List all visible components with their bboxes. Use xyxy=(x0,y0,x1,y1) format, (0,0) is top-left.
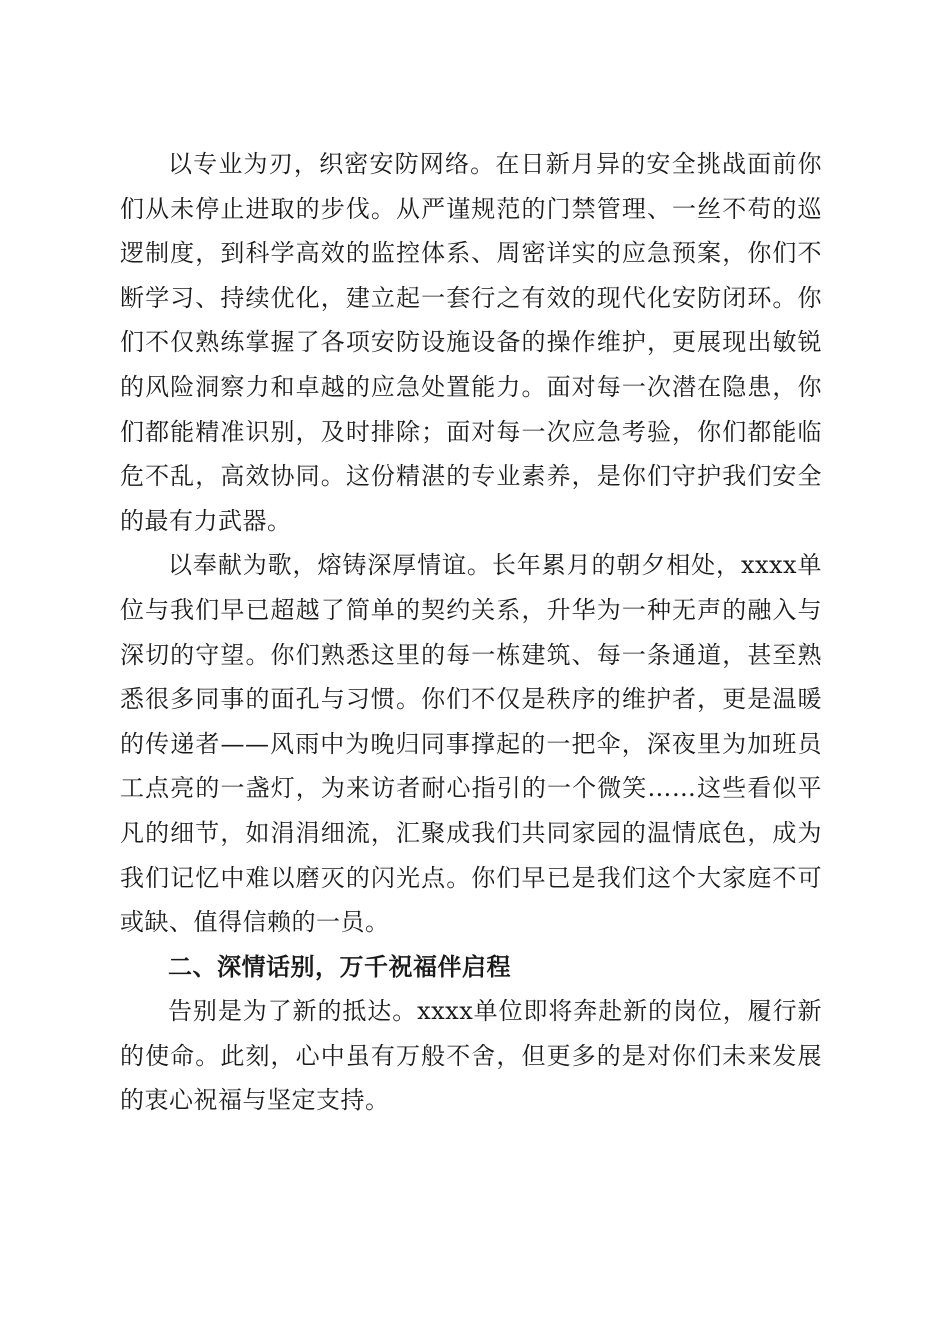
paragraph-professionalism: 以专业为刃，织密安防网络。在日新月异的安全挑战面前你们从未停止进取的步伐。从严谨规范的门禁管理、一丝不苟的巡逻制度，到科学高效的监控体系、周密详实的应急预案，你们不断学习、持续优化，建立起一套行之有效的现代化安防闭环。你们不仅熟练掌握了各项安防设施设备的操作维护，更展现出敏锐的风险洞察力和卓越的应急处置能力。面对每一次潜在隐患，你们都能精准识别，及时排除；面对每一次应急考验，你们都能临危不乱，高效协同。这份精湛的专业素养，是你们守护我们安全的最有力武器。 xyxy=(120,150,822,535)
paragraph-farewell: 告别是为了新的抵达。xxxx单位即将奔赴新的岗位，履行新的使命。此刻，心中虽有万般不舍，但更多的是对你们未来发展的衷心祝福与坚定支持。 xyxy=(120,997,822,1115)
section-heading-farewell: 二、深情话别，万千祝福伴启程 xyxy=(168,952,511,981)
paragraph-dedication: 以奉献为歌，熔铸深厚情谊。长年累月的朝夕相处，xxxx单位与我们早已超越了简单的契约关系，升华为一种无声的融入与深切的守望。你们熟悉这里的每一栋建筑、每一条通道，甚至熟悉很多同事的面孔与习惯。你们不仅是秩序的维护者，更是温暖的传递者——风雨中为晚归同事撑起的一把伞，深夜里为加班员工点亮的一盏灯，为来访者耐心指引的一个微笑……这些看似平凡的细节，如涓涓细流，汇聚成我们共同家园的温情底色，成为我们记忆中难以磨灭的闪光点。你们早已是我们这个大家庭不可或缺、值得信赖的一员。 xyxy=(120,551,822,937)
document-page xyxy=(120,142,822,1123)
